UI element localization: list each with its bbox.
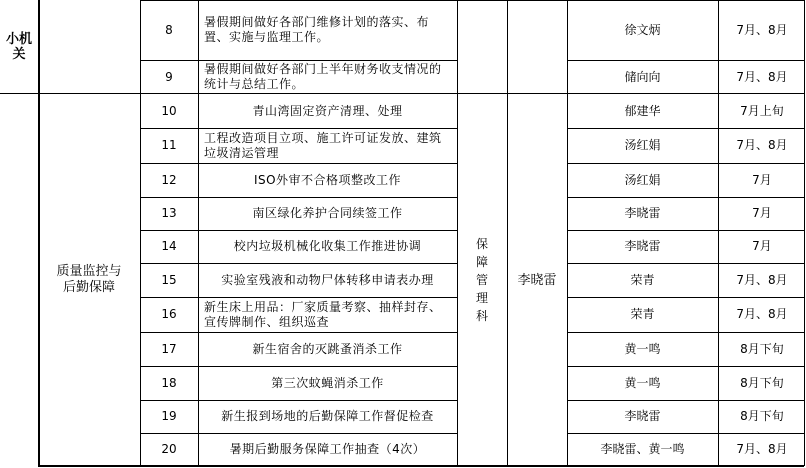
section-office: 小机关 — [5, 32, 32, 62]
task-description: 暑假期间做好各部门维修计划的落实、布置、实施与监理工作。 — [204, 15, 430, 44]
row-number: 11 — [161, 138, 177, 152]
time-period: 7月、8月 — [736, 272, 788, 287]
row-number: 19 — [161, 409, 177, 423]
task-description: 实验室残液和动物尸体转移申请表办理 — [221, 272, 434, 287]
section-quality: 质量监控与后勤保障 — [56, 264, 122, 295]
responsible-person: 黄一鸣 — [624, 341, 661, 356]
responsible-person: 李晓雷 — [624, 409, 661, 423]
responsible-person: 汤红娟 — [624, 172, 661, 187]
time-period: 7月 — [752, 172, 772, 187]
responsible-person: 郁建华 — [624, 103, 661, 118]
task-description: 新生报到场地的后勤保障工作督促检查 — [221, 409, 434, 423]
responsible-person: 汤红娟 — [624, 138, 661, 152]
time-period: 7月、8月 — [736, 22, 788, 37]
task-description: 青山湾固定资产清理、处理 — [252, 103, 403, 118]
department-char: 理 — [475, 291, 488, 305]
time-period: 8月下旬 — [740, 409, 784, 423]
task-description: 新生宿舍的灭跳蚤消杀工作 — [252, 341, 403, 356]
responsible-person: 李晓雷 — [624, 206, 661, 220]
row-number: 8 — [165, 22, 173, 37]
row-number: 14 — [161, 239, 177, 253]
row-number: 18 — [161, 375, 177, 390]
responsible-person: 荣青 — [630, 272, 655, 287]
responsible-person: 黄一鸣 — [624, 375, 661, 390]
time-period: 7月上旬 — [740, 103, 784, 118]
responsible-person: 储向向 — [624, 69, 661, 84]
responsible-person: 荣青 — [630, 307, 655, 321]
task-description: 暑假期间做好各部门上半年财务收支情况的统计与总结工作。 — [204, 62, 442, 91]
row-number: 15 — [161, 272, 177, 287]
row-number: 16 — [161, 307, 177, 321]
task-description: 校内垃圾机械化收集工作推进协调 — [233, 239, 422, 253]
time-period: 7月、8月 — [736, 138, 788, 152]
row-number: 10 — [161, 103, 177, 118]
department-char: 管 — [475, 273, 488, 287]
task-description: 第三次蚊蝇消杀工作 — [271, 375, 384, 390]
time-period: 7月、8月 — [736, 69, 788, 84]
time-period: 7月、8月 — [736, 442, 788, 456]
row-number: 9 — [165, 69, 173, 84]
task-description: 南区绿化养护合同续签工作 — [252, 206, 403, 220]
row-number: 13 — [161, 206, 177, 220]
department-char: 障 — [475, 255, 488, 269]
leader-cell: 李晓雷 — [517, 272, 557, 288]
row-number: 12 — [161, 172, 177, 187]
row-number: 17 — [161, 341, 177, 356]
responsible-person: 徐文炳 — [624, 22, 661, 37]
time-period: 7月 — [752, 206, 772, 220]
time-period: 7月 — [752, 239, 772, 253]
responsible-person: 李晓雷、黄一鸣 — [600, 442, 685, 456]
task-description: ISO外审不合格项整改工作 — [253, 172, 402, 187]
task-description: 工程改造项目立项、施工许可证发放、建筑垃圾清运管理 — [204, 130, 442, 160]
time-period: 8月下旬 — [740, 375, 784, 390]
task-description: 新生床上用品：厂家质量考察、抽样封存、宣传牌制作、组织巡查 — [204, 299, 442, 329]
responsible-person: 李晓雷 — [624, 239, 661, 253]
department-char: 科 — [475, 309, 488, 323]
task-description: 暑期后勤服务保障工作抽查（4次） — [229, 442, 426, 456]
department-cell — [457, 94, 507, 466]
department-char: 保 — [475, 237, 488, 251]
time-period: 8月下旬 — [740, 341, 784, 356]
time-period: 7月、8月 — [736, 307, 788, 321]
row-number: 20 — [161, 442, 177, 456]
